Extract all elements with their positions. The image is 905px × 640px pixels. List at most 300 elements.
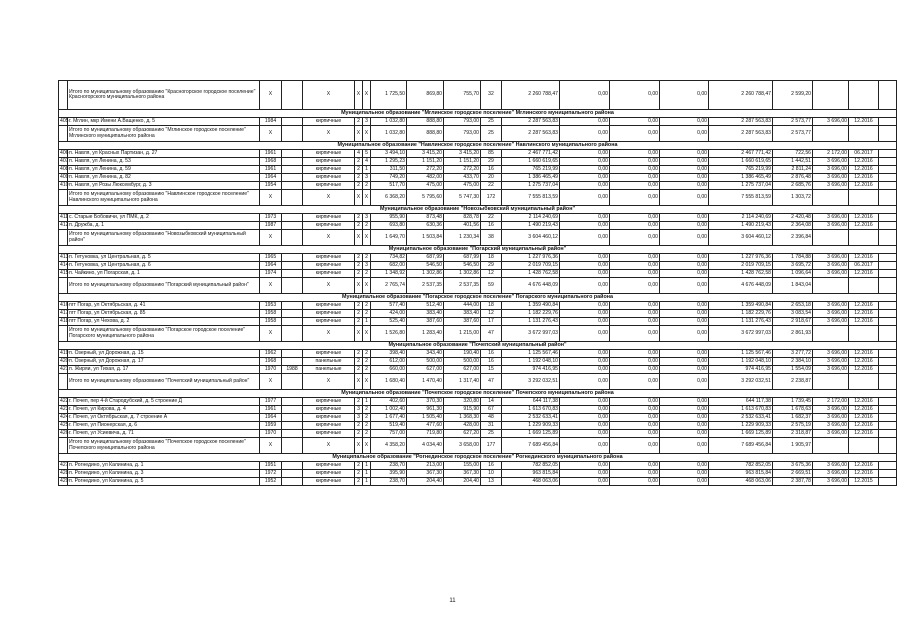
cell-c1: 1 660 619,65 <box>502 158 560 166</box>
cell-num: 412 <box>60 221 69 228</box>
cell-area: 3 494,10 <box>371 150 407 158</box>
cell-res: 38 <box>481 230 502 246</box>
cell-year: X <box>260 438 282 454</box>
cell-c4: 0,00 <box>660 350 709 358</box>
cell-year2 <box>282 430 303 438</box>
cell-res: 22 <box>481 214 502 222</box>
cell-c7: 3 696,00 <box>813 350 849 358</box>
cell-extra <box>879 182 897 190</box>
total-row <box>59 278 897 294</box>
cell-res: 177 <box>481 438 502 454</box>
cell-c5: 1 490 219,43 <box>709 222 773 230</box>
cell-year: 1964 <box>260 414 282 422</box>
cell-mat: X <box>303 81 355 110</box>
cell-res: 85 <box>481 150 502 158</box>
cell-c5: 7 555 813,59 <box>709 190 773 206</box>
cell-c5: 1 275 737,04 <box>709 182 773 190</box>
cell-a3: 627,00 <box>444 366 481 374</box>
cell-c5: 1 192 048,10 <box>709 358 773 366</box>
cell-a3: 155,00 <box>444 462 481 470</box>
cell-year2 <box>282 158 303 166</box>
cell-fl: 2 <box>355 350 363 358</box>
cell-a3: 428,00 <box>444 422 481 430</box>
cell-name: п. Навля, ул Ленина, д. 59 <box>68 166 260 174</box>
cell-c1: 1 613 670,83 <box>502 406 560 414</box>
section-header-row <box>59 110 897 118</box>
cell-year2 <box>282 406 303 414</box>
cell-num: 413 <box>60 253 69 260</box>
cell-c7 <box>813 230 849 246</box>
cell-a2: 888,80 <box>407 118 444 126</box>
cell-year2 <box>282 174 303 182</box>
cell-c6: 2 387,78 <box>773 478 813 486</box>
cell-area: 1 002,40 <box>371 406 407 414</box>
cell-res: 14 <box>481 398 502 406</box>
cell-fl: 2 <box>355 358 363 366</box>
cell-c4: 0,00 <box>660 190 709 206</box>
cell-year2 <box>282 478 303 486</box>
cell-en: 4 <box>363 158 371 166</box>
cell-name: Итого по муниципальному образованию "Почепский муниципальный район" <box>68 374 260 390</box>
cell-extra <box>879 81 897 110</box>
cell-area: 2 765,74 <box>371 278 407 294</box>
cell-year: 1965 <box>260 254 282 262</box>
cell-num: 416 <box>60 301 69 308</box>
cell-c1: 1 490 219,43 <box>502 222 560 230</box>
cell-c3: 0,00 <box>610 302 660 310</box>
cell-year: X <box>260 81 282 110</box>
cell-year: 1984 <box>260 118 282 126</box>
cell-c4: 0,00 <box>660 166 709 174</box>
cell-c4: 0,00 <box>660 430 709 438</box>
cell-c2: 0,00 <box>560 81 610 110</box>
cell-num: 409 <box>60 173 69 180</box>
cell-name: Итого по муниципальному образованию "Погарское городское поселение" Погарского муниципального района <box>68 326 260 342</box>
cell-a2: 630,36 <box>407 222 444 230</box>
cell-year: 1951 <box>260 462 282 470</box>
table-row <box>59 302 897 310</box>
cell-c8: 12.2016 <box>849 414 879 422</box>
cell-c7 <box>813 438 849 454</box>
cell-a2: 1 283,40 <box>407 326 444 342</box>
cell-a3: 793,00 <box>444 126 481 142</box>
cell-c6: 2 653,18 <box>773 302 813 310</box>
cell-c7: 3 696,00 <box>813 182 849 190</box>
cell-name: п. Гетуновка, ул Центральная, д. 6 <box>68 262 260 270</box>
cell-c4: 0,00 <box>660 414 709 422</box>
cell-area: 1 680,40 <box>371 374 407 390</box>
cell-c3: 0,00 <box>610 230 660 246</box>
cell-c7: 3 696,00 <box>813 222 849 230</box>
cell-a3: 367,30 <box>444 470 481 478</box>
cell-name: с. Старые Бобовичи, ул ПМК, д. 2 <box>68 214 260 222</box>
cell-year2 <box>282 422 303 430</box>
section-header-row <box>59 142 897 150</box>
cell-year2 <box>282 126 303 142</box>
cell-fl: 2 <box>355 430 363 438</box>
cell-c4: 0,00 <box>660 158 709 166</box>
cell-year2 <box>282 358 303 366</box>
cell-fl: 2 <box>355 302 363 310</box>
section-header-row <box>59 342 897 350</box>
cell-area: 1 348,92 <box>371 270 407 278</box>
cell-area: 6 368,20 <box>371 190 407 206</box>
cell-fl: 2 <box>355 158 363 166</box>
cell-area: 1 032,80 <box>371 118 407 126</box>
cell-c4: 0,00 <box>660 478 709 486</box>
cell-fl: 2 <box>355 118 363 126</box>
cell-year2 <box>282 310 303 318</box>
cell-c8 <box>849 126 879 142</box>
cell-extra <box>879 470 897 478</box>
cell-c5: 3 672 997,03 <box>709 326 773 342</box>
cell-c2: 0,00 <box>560 470 610 478</box>
cell-c3: 0,00 <box>610 166 660 174</box>
cell-c5: 1 131 276,43 <box>709 318 773 326</box>
cell-c6: 3 675,36 <box>773 462 813 470</box>
cell-res: 67 <box>481 406 502 414</box>
section-header-row <box>59 206 897 214</box>
cell-res: 48 <box>481 414 502 422</box>
cell-c1: 1 131 276,43 <box>502 318 560 326</box>
cell-en: 1 <box>363 398 371 406</box>
cell-c5: 974 416,95 <box>709 366 773 374</box>
cell-fl: X <box>355 190 363 206</box>
cell-name: пгт Погар, ул Октябрьская, д. 41 <box>68 302 260 310</box>
cell-c6: 2 575,19 <box>773 422 813 430</box>
cell-c8 <box>849 81 879 110</box>
cell-fl: 2 <box>355 318 363 326</box>
cell-c6: 2 318,87 <box>773 430 813 438</box>
cell-mat: X <box>303 126 355 142</box>
cell-c1: 3 604 460,12 <box>502 230 560 246</box>
cell-year2 <box>282 214 303 222</box>
cell-c7: 2 172,00 <box>813 150 849 158</box>
cell-num: 419 <box>60 349 69 356</box>
cell-c5: 2 532 633,41 <box>709 414 773 422</box>
cell-mat: кирпичные <box>303 430 355 438</box>
cell-mat: кирпичные <box>303 478 355 486</box>
cell-c4: 0,00 <box>660 214 709 222</box>
cell-en: 2 <box>363 222 371 230</box>
cell-c6: 1 905,97 <box>773 438 813 454</box>
cell-extra <box>879 174 897 182</box>
cell-c5: 644 117,38 <box>709 398 773 406</box>
cell-c1: 765 219,99 <box>502 166 560 174</box>
cell-year: 1968 <box>260 358 282 366</box>
section-title: Муниципальное образование "Новозыбковский муниципальный район" <box>59 206 897 214</box>
cell-c5: 2 260 788,47 <box>709 81 773 110</box>
cell-c4: 0,00 <box>660 310 709 318</box>
cell-res: 59 <box>481 278 502 294</box>
cell-c6: 1 303,72 <box>773 190 813 206</box>
cell-res: 16 <box>481 350 502 358</box>
cell-a2: 512,40 <box>407 302 444 310</box>
cell-c8: 12.2016 <box>849 310 879 318</box>
cell-year2 <box>282 438 303 454</box>
section-header-row <box>59 390 897 398</box>
cell-c2: 0,00 <box>560 214 610 222</box>
cell-name: г. Почеп, пер 4-й Стародубский, д. 5 строение Д <box>68 398 260 406</box>
cell-mat: кирпичные <box>303 302 355 310</box>
cell-c2: 0,00 <box>560 254 610 262</box>
cell-area: 402,60 <box>371 398 407 406</box>
cell-year2 <box>282 462 303 470</box>
cell-c5: 963 815,84 <box>709 470 773 478</box>
cell-res: 16 <box>481 462 502 470</box>
cell-en: 2 <box>363 358 371 366</box>
cell-area: 682,00 <box>371 262 407 270</box>
cell-c3: 0,00 <box>610 81 660 110</box>
cell-fl: 2 <box>355 470 363 478</box>
cell-c5: 7 689 456,84 <box>709 438 773 454</box>
cell-num <box>59 81 68 110</box>
cell-c2: 0,00 <box>560 398 610 406</box>
cell-c1: 1 275 737,04 <box>502 182 560 190</box>
cell-year2 <box>282 222 303 230</box>
cell-a2: 383,40 <box>407 310 444 318</box>
cell-c1: 4 676 448,09 <box>502 278 560 294</box>
cell-mat: кирпичные <box>303 174 355 182</box>
housing-register-table <box>58 80 897 486</box>
cell-c8: 12.2016 <box>849 166 879 174</box>
cell-a3: 444,00 <box>444 302 481 310</box>
cell-year: X <box>260 230 282 246</box>
cell-c1: 974 416,95 <box>502 366 560 374</box>
cell-res: 12 <box>481 310 502 318</box>
cell-c8 <box>849 190 879 206</box>
cell-mat: X <box>303 374 355 390</box>
cell-c2: 0,00 <box>560 262 610 270</box>
cell-extra <box>879 414 897 422</box>
cell-a3: 433,70 <box>444 174 481 182</box>
cell-extra <box>879 478 897 486</box>
cell-mat: кирпичные <box>303 166 355 174</box>
cell-en: 2 <box>363 270 371 278</box>
cell-num: 420 <box>60 357 69 364</box>
cell-name: п. Рогнедино, ул Калинина, д. 5 <box>68 478 260 486</box>
cell-c3: 0,00 <box>610 118 660 126</box>
cell-c4: 0,00 <box>660 222 709 230</box>
table-row <box>59 118 897 126</box>
cell-c6: 1 739,45 <box>773 398 813 406</box>
cell-c8 <box>849 374 879 390</box>
cell-c6: 1 442,51 <box>773 158 813 166</box>
cell-num: 410 <box>60 181 69 188</box>
cell-c2: 0,00 <box>560 438 610 454</box>
total-row <box>59 230 897 246</box>
cell-a3: 627,20 <box>444 430 481 438</box>
cell-year2 <box>282 150 303 158</box>
cell-c1: 2 287 563,83 <box>502 118 560 126</box>
cell-mat: панельные <box>303 366 355 374</box>
cell-res: 31 <box>481 422 502 430</box>
cell-en: 2 <box>363 310 371 318</box>
cell-a2: 546,50 <box>407 262 444 270</box>
cell-c3: 0,00 <box>610 350 660 358</box>
table-row <box>59 182 897 190</box>
cell-c3: 0,00 <box>610 310 660 318</box>
cell-c8: 12.2016 <box>849 174 879 182</box>
cell-c4: 0,00 <box>660 462 709 470</box>
cell-en: 1 <box>363 166 371 174</box>
cell-name: пгт Погар, ул Октябрьская, д. 85 <box>68 310 260 318</box>
cell-c1: 3 672 997,03 <box>502 326 560 342</box>
cell-mat: кирпичные <box>303 262 355 270</box>
cell-a2: 370,30 <box>407 398 444 406</box>
cell-mat: кирпичные <box>303 350 355 358</box>
cell-c4: 0,00 <box>660 81 709 110</box>
cell-c3: 0,00 <box>610 366 660 374</box>
cell-c6: 2 573,77 <box>773 118 813 126</box>
cell-name: п. Навля, ул Розы Люксембург, д. 3 <box>68 182 260 190</box>
cell-year2 <box>282 318 303 326</box>
cell-fl: X <box>355 81 363 110</box>
cell-fl: X <box>355 278 363 294</box>
cell-res: 16 <box>481 166 502 174</box>
total-row <box>59 374 897 390</box>
cell-year: 1970 <box>260 430 282 438</box>
cell-name: п. Дружба, д. 1 <box>68 222 260 230</box>
cell-en: X <box>363 190 371 206</box>
cell-year: X <box>260 126 282 142</box>
cell-a3: 1 230,34 <box>444 230 481 246</box>
cell-c3: 0,00 <box>610 374 660 390</box>
cell-fl: 2 <box>355 262 363 270</box>
cell-a3: 272,20 <box>444 166 481 174</box>
cell-c7: 3 696,00 <box>813 158 849 166</box>
cell-fl: 2 <box>355 422 363 430</box>
cell-c7 <box>813 126 849 142</box>
cell-year2 <box>282 254 303 262</box>
cell-res: 16 <box>481 358 502 366</box>
cell-year2 <box>282 81 303 110</box>
cell-res: 172 <box>481 190 502 206</box>
cell-area: 1 649,70 <box>371 230 407 246</box>
cell-c8: 12.2016 <box>849 358 879 366</box>
cell-year: X <box>260 326 282 342</box>
cell-mat: кирпичные <box>303 318 355 326</box>
cell-a3: 828,78 <box>444 214 481 222</box>
cell-a3: 2 537,35 <box>444 278 481 294</box>
cell-name: п. Навля, ул Ленина, д. 53 <box>68 158 260 166</box>
cell-c3: 0,00 <box>610 326 660 342</box>
cell-c7: 3 696,00 <box>813 366 849 374</box>
cell-c2: 0,00 <box>560 374 610 390</box>
cell-c7 <box>813 326 849 342</box>
cell-num: 423 <box>60 405 69 412</box>
cell-c2: 0,00 <box>560 118 610 126</box>
cell-name: п. Озерный, ул Дорожная, д. 17 <box>68 358 260 366</box>
cell-num: 417 <box>60 309 69 316</box>
cell-extra <box>879 358 897 366</box>
cell-c5: 2 467 771,42 <box>709 150 773 158</box>
cell-a2: 3 415,20 <box>407 150 444 158</box>
cell-a3: 1 151,20 <box>444 158 481 166</box>
cell-area: 517,70 <box>371 182 407 190</box>
cell-c2: 0,00 <box>560 366 610 374</box>
cell-extra <box>879 214 897 222</box>
cell-c6: 3 277,72 <box>773 350 813 358</box>
cell-year: 1959 <box>260 422 282 430</box>
table-row <box>59 398 897 406</box>
cell-year: 1970 <box>260 366 282 374</box>
cell-c7: 3 696,00 <box>813 406 849 414</box>
section-title: Муниципальное образование "Мглинское городское поселение" Мглинского муниципального района <box>59 110 897 118</box>
cell-c7: 3 696,00 <box>813 214 849 222</box>
cell-year: 1958 <box>260 318 282 326</box>
cell-area: 955,90 <box>371 214 407 222</box>
cell-c5: 468 063,06 <box>709 478 773 486</box>
cell-a3: 204,40 <box>444 478 481 486</box>
cell-c7 <box>813 278 849 294</box>
cell-c5: 1 386 465,49 <box>709 174 773 182</box>
cell-year: 1962 <box>260 350 282 358</box>
cell-year: 1968 <box>260 158 282 166</box>
cell-c3: 0,00 <box>610 462 660 470</box>
cell-c8: 12.2016 <box>849 398 879 406</box>
cell-c1: 1 125 567,46 <box>502 350 560 358</box>
cell-c1: 468 063,06 <box>502 478 560 486</box>
cell-res: 12 <box>481 270 502 278</box>
cell-c3: 0,00 <box>610 438 660 454</box>
cell-num <box>59 230 68 246</box>
section-title: Муниципальное образование "Погарское городское поселение" Погарского муниципального района <box>59 294 897 302</box>
cell-a2: 1 302,86 <box>407 270 444 278</box>
cell-c6: 1 682,37 <box>773 414 813 422</box>
cell-fl: 2 <box>355 366 363 374</box>
cell-a2: 1 151,20 <box>407 158 444 166</box>
cell-c3: 0,00 <box>610 190 660 206</box>
cell-c7 <box>813 374 849 390</box>
cell-a2: 1 503,84 <box>407 230 444 246</box>
cell-year2 <box>282 166 303 174</box>
cell-c8: 12.2016 <box>849 406 879 414</box>
cell-a3: 793,00 <box>444 118 481 126</box>
cell-c4: 0,00 <box>660 150 709 158</box>
cell-a2: 4 034,40 <box>407 438 444 454</box>
cell-res: 13 <box>481 478 502 486</box>
cell-c4: 0,00 <box>660 326 709 342</box>
cell-extra <box>879 438 897 454</box>
cell-year2 <box>282 118 303 126</box>
cell-year2 <box>282 414 303 422</box>
cell-extra <box>879 350 897 358</box>
cell-mat: кирпичные <box>303 470 355 478</box>
cell-mat: X <box>303 326 355 342</box>
cell-c3: 0,00 <box>610 150 660 158</box>
cell-extra <box>879 398 897 406</box>
cell-extra <box>879 366 897 374</box>
cell-a3: 3 658,00 <box>444 438 481 454</box>
cell-res: 22 <box>481 182 502 190</box>
cell-c6: 1 554,09 <box>773 366 813 374</box>
cell-area: 693,80 <box>371 222 407 230</box>
cell-c3: 0,00 <box>610 158 660 166</box>
cell-num <box>59 374 68 390</box>
cell-area: 1 032,80 <box>371 126 407 142</box>
cell-num: 405 <box>60 117 69 124</box>
cell-c2: 0,00 <box>560 302 610 310</box>
cell-c4: 0,00 <box>660 358 709 366</box>
cell-c6: 3 083,54 <box>773 310 813 318</box>
cell-extra <box>879 278 897 294</box>
cell-c7 <box>813 190 849 206</box>
cell-a2: 2 537,35 <box>407 278 444 294</box>
cell-c8: 12.2016 <box>849 302 879 310</box>
cell-fl: 2 <box>355 478 363 486</box>
cell-c3: 0,00 <box>610 406 660 414</box>
